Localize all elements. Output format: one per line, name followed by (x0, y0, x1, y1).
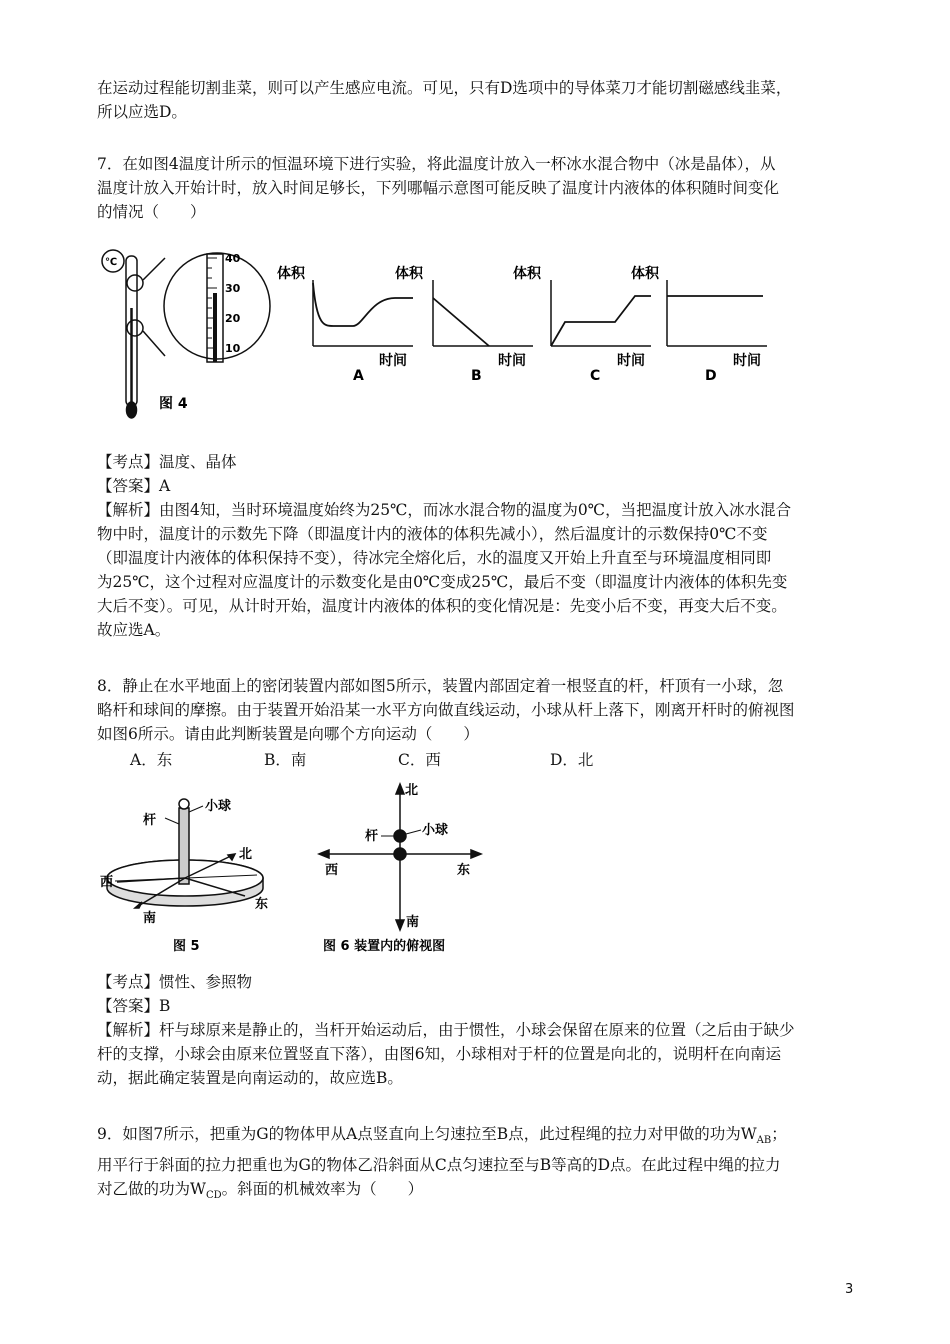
question-8-options (130, 748, 593, 770)
graph-b-label: B (471, 368, 482, 384)
text-line: 温度计放入开始计时，放入时间足够长，下列哪幅示意图可能反映了温度计内液体的体积随时间变化 (97, 179, 780, 197)
jiexi-line: 为25℃，这个过程对应温度计的示数变化是由0℃变成25℃，最后不变（即温度计内液体的体积先变 (97, 573, 788, 591)
text-line: 8．静止在水平地面上的密闭装置内部如图5所示，装置内部固定着一根竖直的杆，杆顶有一小球，忽 (97, 677, 784, 695)
question-7-stem (97, 152, 853, 224)
text-line (97, 1177, 853, 1208)
jiexi-line: 【解析】由图4知，当时环境温度始终为25℃，而冰水混合物的温度为0℃，当把温度计放入冰水混合 (97, 501, 792, 519)
graph-a (277, 265, 413, 384)
text-line: 如图6所示。请由此判断装置是向哪个方向运动（ ） (97, 725, 479, 743)
figure-6-topview (319, 784, 481, 930)
scale-label-20: 20 (225, 312, 241, 325)
fig5-gan: 杆 (143, 813, 157, 828)
option-d: D．北 (550, 751, 594, 769)
fig6-north: 北 (405, 783, 419, 798)
fig6-ball: 小球 (422, 823, 449, 838)
question-7-answer (97, 450, 853, 642)
figure-5-label: 图 5 (173, 939, 200, 954)
graph-b (395, 265, 533, 384)
figure-4-and-graphs (95, 238, 775, 428)
celsius-symbol: ℃ (105, 257, 118, 268)
fig6-east: 东 (457, 863, 471, 878)
graph-d (631, 265, 767, 384)
graph-a-label: A (353, 368, 364, 384)
jiexi-line: 故应选A。 (97, 621, 171, 639)
question-8-stem (97, 674, 853, 746)
q9-line1: 9．如图7所示，把重为G的物体甲从A点竖直向上匀速拉至B点，此过程绳的拉力对甲做的功为W (97, 1125, 757, 1143)
graph-c-ylabel: 体积 (513, 266, 541, 282)
figure-6-label: 图 6 装置内的俯视图 (323, 939, 446, 954)
scale-label-30: 30 (225, 282, 241, 295)
option-c: C．西 (398, 751, 441, 769)
fig6-gan: 杆 (365, 829, 379, 844)
graph-c (513, 265, 651, 384)
daan: 【答案】B (97, 997, 171, 1015)
scale-label-40: 40 (225, 252, 241, 265)
intro-paragraph (97, 76, 853, 124)
jiexi-line: 大后不变）。可见，从计时开始，温度计内液体的体积的变化情况是：先变小后不变，再变大后不变。 (97, 597, 787, 615)
question-8-answer (97, 970, 853, 1090)
text-line: 7．在如图4温度计所示的恒温环境下进行实验，将此温度计放入一杯冰水混合物中（冰是晶体），从 (97, 155, 776, 173)
figures-5-and-6 (95, 778, 495, 963)
graph-b-xlabel: 时间 (498, 353, 526, 369)
q9-line3-end: 。斜面的机械效率为（ ） (221, 1180, 424, 1199)
fig5-south: 南 (143, 911, 157, 926)
graph-d-ylabel: 体积 (631, 266, 659, 282)
thermometer-icon (102, 250, 270, 418)
text-line: 的情况（ ） (97, 203, 206, 221)
graph-d-xlabel: 时间 (733, 353, 761, 369)
w-cd-subscript: CD (205, 1190, 222, 1202)
page-number: 3 (845, 1282, 854, 1297)
q9-line1-end: ； (771, 1125, 787, 1143)
text-line: 所以应选D。 (97, 103, 187, 121)
graph-c-xlabel: 时间 (617, 353, 645, 369)
question-9-stem (97, 1122, 853, 1208)
option-a: A．东 (130, 751, 173, 769)
w-ab-subscript: AB (756, 1135, 772, 1147)
scale-label-10: 10 (225, 342, 241, 355)
kaodian: 【考点】惯性、参照物 (97, 973, 253, 991)
jiexi-line: 【解析】杆与球原来是静止的，当杆开始运动后，由于惯性，小球会保留在原来的位置（之后由于缺少 (97, 1021, 795, 1039)
fig6-west: 西 (325, 863, 339, 878)
graph-c-label: C (590, 368, 601, 384)
text-line: 在运动过程能切割韭菜，则可以产生感应电流。可见，只有D选项中的导体菜刀才能切割磁感线韭菜， (97, 79, 792, 97)
daan: 【答案】A (97, 477, 171, 495)
fig5-ball: 小球 (205, 799, 232, 814)
text-line (97, 1122, 853, 1153)
option-b: B．南 (264, 751, 307, 769)
jiexi-line: 动，据此确定装置是向南运动的，故应选B。 (97, 1069, 403, 1087)
jiexi-line: 杆的支撑，小球会由原来位置竖直下落），由图6知，小球相对于杆的位置是向北的，说明杆在向南运 (97, 1045, 782, 1063)
jiexi-line: 物中时，温度计的示数先下降（即温度计内的液体的体积先减小），然后温度计的示数保持0℃不变 (97, 525, 768, 543)
figure-4-label: 图 4 (159, 396, 188, 412)
fig6-south: 南 (406, 915, 420, 930)
jiexi-line: （即温度计内液体的体积保持不变），待冰完全熔化后，水的温度又开始上升直至与环境温度相同即 (97, 549, 772, 567)
fig5-west: 西 (100, 875, 114, 890)
fig5-east: 东 (255, 897, 269, 912)
text-line: 略杆和球间的摩擦。由于装置开始沿某一水平方向做直线运动，小球从杆上落下，刚离开杆时的俯视图 (97, 701, 795, 719)
graph-a-ylabel: 体积 (277, 266, 305, 282)
kaodian: 【考点】温度、晶体 (97, 453, 237, 471)
graph-a-xlabel: 时间 (379, 353, 407, 369)
graph-d-label: D (705, 368, 717, 384)
fig5-north: 北 (239, 847, 253, 862)
text-line: 用平行于斜面的拉力把重也为G的物体乙沿斜面从C点匀速拉至与B等高的D点。在此过程中绳的拉力 (97, 1156, 781, 1175)
q9-line3: 对乙做的功为W (97, 1180, 206, 1199)
graph-b-ylabel: 体积 (395, 266, 423, 282)
